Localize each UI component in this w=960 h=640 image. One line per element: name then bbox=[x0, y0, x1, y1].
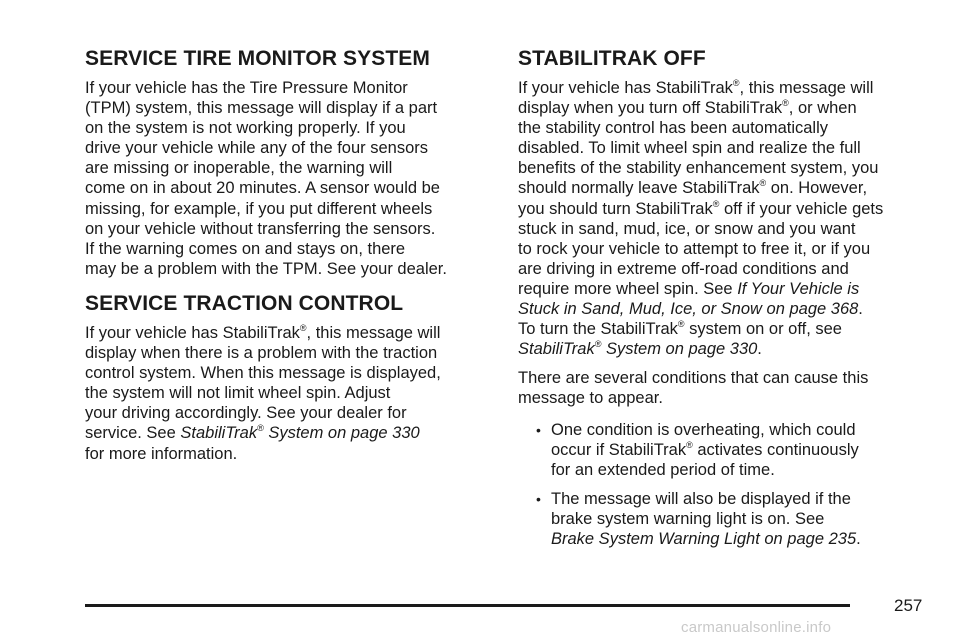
registered-mark: ® bbox=[712, 198, 720, 209]
heading-stabilitrak-off: STABILITRAK OFF bbox=[518, 47, 706, 70]
text-line: brake system warning light is on. See bbox=[551, 509, 825, 528]
paragraph-traction-control bbox=[85, 323, 490, 464]
text-fragment: require more wheel spin. See bbox=[518, 279, 738, 298]
text-line: One condition is overheating, which could bbox=[551, 420, 856, 439]
text-line: come on in about 20 minutes. A sensor would be bbox=[85, 179, 440, 198]
registered-mark: ® bbox=[677, 319, 685, 330]
text-fragment: service. See bbox=[85, 424, 181, 443]
paragraph-stabilitrak-off bbox=[518, 78, 938, 359]
text-line bbox=[85, 323, 490, 343]
cross-reference-link-brake-warning-light[interactable]: Brake System Warning Light on page 235 bbox=[551, 529, 857, 548]
text-line bbox=[518, 319, 938, 339]
text-line: the stability control has been automatically bbox=[518, 119, 829, 138]
text-line bbox=[551, 440, 938, 460]
paragraph-conditions bbox=[518, 368, 938, 408]
text-line: If your vehicle has the Tire Pressure Monitor bbox=[85, 79, 408, 97]
text-line bbox=[518, 299, 938, 319]
registered-mark: ® bbox=[686, 439, 693, 450]
text-line: on the system is not working properly. If you bbox=[85, 119, 406, 138]
text-fragment: should normally leave StabiliTrak bbox=[518, 179, 760, 198]
cross-reference-link-vehicle-stuck-cont[interactable]: Stuck in Sand, Mud, Ice, or Snow on page 368 bbox=[518, 300, 859, 319]
text-fragment: on. However, bbox=[766, 179, 868, 198]
text-line bbox=[85, 423, 490, 443]
text-line: benefits of the stability enhancement system, you bbox=[518, 159, 879, 178]
text-fragment: you should turn StabiliTrak bbox=[518, 199, 713, 218]
text-fragment: . bbox=[858, 300, 863, 319]
text-line: stuck in sand, mud, ice, or snow and you want bbox=[518, 219, 856, 238]
text-line: to rock your vehicle to attempt to free it, or if you bbox=[518, 239, 871, 258]
text-line: control system. When this message is displayed, bbox=[85, 364, 441, 383]
registered-mark: ® bbox=[759, 178, 767, 189]
text-line: There are several conditions that can cause this bbox=[518, 369, 869, 388]
footer-rule bbox=[85, 604, 850, 607]
link-text: StabiliTrak bbox=[180, 424, 258, 443]
link-text: System on page 330 bbox=[263, 424, 420, 443]
text-line bbox=[518, 78, 938, 98]
text-fragment: . bbox=[856, 529, 861, 548]
text-line: for more information. bbox=[85, 444, 238, 463]
text-fragment: occur if StabiliTrak bbox=[551, 440, 687, 459]
text-fragment: . bbox=[757, 340, 762, 359]
bullet-icon: • bbox=[536, 490, 541, 507]
heading-service-tire-monitor-system: SERVICE TIRE MONITOR SYSTEM bbox=[85, 47, 430, 70]
text-line: drive your vehicle while any of the four sensors bbox=[85, 139, 429, 158]
text-line bbox=[518, 279, 938, 299]
text-line: message to appear. bbox=[518, 389, 663, 408]
text-fragment: , this message will bbox=[306, 323, 441, 342]
text-line: the system will not limit wheel spin. Adjust bbox=[85, 384, 391, 403]
text-line bbox=[518, 199, 938, 219]
registered-mark: ® bbox=[299, 322, 307, 333]
text-line bbox=[518, 98, 938, 118]
paragraph-tire-monitor bbox=[85, 78, 490, 279]
text-fragment: display when you turn off StabiliTrak bbox=[518, 99, 783, 118]
text-line bbox=[518, 339, 938, 359]
text-fragment: , or when bbox=[788, 99, 857, 118]
text-fragment: , this message will bbox=[739, 79, 874, 97]
text-line: for an extended period of time. bbox=[551, 460, 775, 479]
text-line: your driving accordingly. See your dealer for bbox=[85, 404, 407, 423]
text-line: are driving in extreme off-road conditions and bbox=[518, 259, 849, 278]
cross-reference-link-stabilitrak-system[interactable] bbox=[518, 340, 757, 358]
text-line: (TPM) system, this message will display if a part bbox=[85, 99, 438, 118]
text-line: on your vehicle without transferring the sensors. bbox=[85, 219, 436, 238]
text-line: The message will also be displayed if the bbox=[551, 489, 851, 508]
link-text: StabiliTrak bbox=[518, 340, 595, 359]
text-line: may be a problem with the TPM. See your dealer. bbox=[85, 259, 447, 278]
text-fragment: To turn the StabiliTrak bbox=[518, 320, 678, 339]
text-line: If the warning comes on and stays on, there bbox=[85, 239, 406, 258]
link-text: System on page 330 bbox=[601, 340, 758, 359]
list-item bbox=[518, 489, 938, 549]
right-column bbox=[518, 46, 938, 549]
conditions-list bbox=[518, 420, 938, 550]
text-line: disabled. To limit wheel spin and realize the full bbox=[518, 139, 861, 158]
registered-mark: ® bbox=[594, 339, 602, 350]
registered-mark: ® bbox=[782, 98, 789, 109]
cross-reference-link-vehicle-stuck[interactable]: If Your Vehicle is bbox=[737, 279, 860, 298]
text-fragment: system on or off, see bbox=[684, 320, 842, 339]
text-line: display when there is a problem with the traction bbox=[85, 344, 438, 363]
text-line bbox=[518, 178, 938, 198]
registered-mark: ® bbox=[732, 78, 740, 88]
list-item bbox=[518, 420, 938, 480]
left-column bbox=[85, 46, 490, 464]
text-fragment: If your vehicle has StabiliTrak bbox=[85, 323, 300, 342]
bullet-icon: • bbox=[536, 421, 541, 438]
watermark: carmanualsonline.info bbox=[681, 619, 832, 636]
text-line: are missing or inoperable, the warning will bbox=[85, 159, 393, 178]
page-number: 257 bbox=[894, 596, 923, 615]
cross-reference-link-stabilitrak-system[interactable] bbox=[180, 424, 419, 442]
text-line: missing, for example, if you put different wheels bbox=[85, 199, 433, 218]
text-fragment: off if your vehicle gets bbox=[719, 199, 884, 218]
text-fragment: If your vehicle has StabiliTrak bbox=[518, 79, 733, 97]
text-line bbox=[551, 529, 938, 549]
registered-mark: ® bbox=[257, 423, 264, 434]
heading-service-traction-control: SERVICE TRACTION CONTROL bbox=[85, 291, 404, 315]
text-fragment: activates continuously bbox=[692, 440, 859, 459]
